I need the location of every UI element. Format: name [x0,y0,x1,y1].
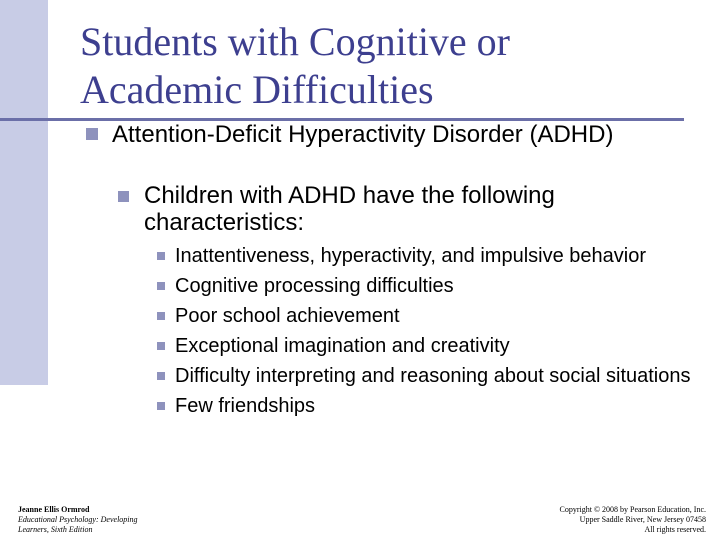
list-item-text: Difficulty interpreting and reasoning about social situations [175,365,691,387]
list-item [155,334,700,358]
list-item [155,394,700,418]
square-bullet-icon [157,282,165,290]
copyright-line-2: Upper Saddle River, New Jersey 07458 [579,515,706,524]
bullet-level-1 [86,120,696,149]
square-bullet-icon [157,312,165,320]
square-bullet-icon [157,402,165,410]
bullet-level-1-text: Attention-Deficit Hyperactivity Disorder (ADHD) [112,121,614,148]
list-item-text: Cognitive processing difficulties [175,275,454,297]
list-item [155,364,700,388]
footer-copyright [506,505,706,535]
copyright-line-1: Copyright © 2008 by Pearson Education, Inc. [559,505,706,514]
copyright-line-3: All rights reserved. [644,525,706,534]
characteristics-list [155,244,700,424]
decorative-side-bar [0,0,48,385]
list-item [155,274,700,298]
footer-author: Jeanne Ellis Ormrod [18,505,90,514]
bullet-level-2 [118,182,698,236]
square-bullet-icon [157,252,165,260]
footer-book-line-1: Educational Psychology: Developing [18,515,138,524]
footer-attribution [18,505,218,535]
square-bullet-icon [118,191,129,202]
list-item-text: Inattentiveness, hyperactivity, and impulsive behavior [175,245,646,267]
title-line-1: Students with Cognitive or [80,19,510,64]
list-item [155,244,700,268]
square-bullet-icon [157,342,165,350]
footer-book-line-2: Learners, Sixth Edition [18,525,93,534]
square-bullet-icon [157,372,165,380]
bullet-level-2-text: Children with ADHD have the following characteristics: [144,182,555,236]
list-item-text: Few friendships [175,395,316,417]
square-bullet-icon [86,128,98,140]
list-item [155,304,700,328]
list-item-text: Poor school achievement [175,305,400,327]
list-item-text: Exceptional imagination and creativity [175,335,510,357]
title-line-2: Academic Difficulties [80,67,434,112]
slide-title [80,18,680,114]
